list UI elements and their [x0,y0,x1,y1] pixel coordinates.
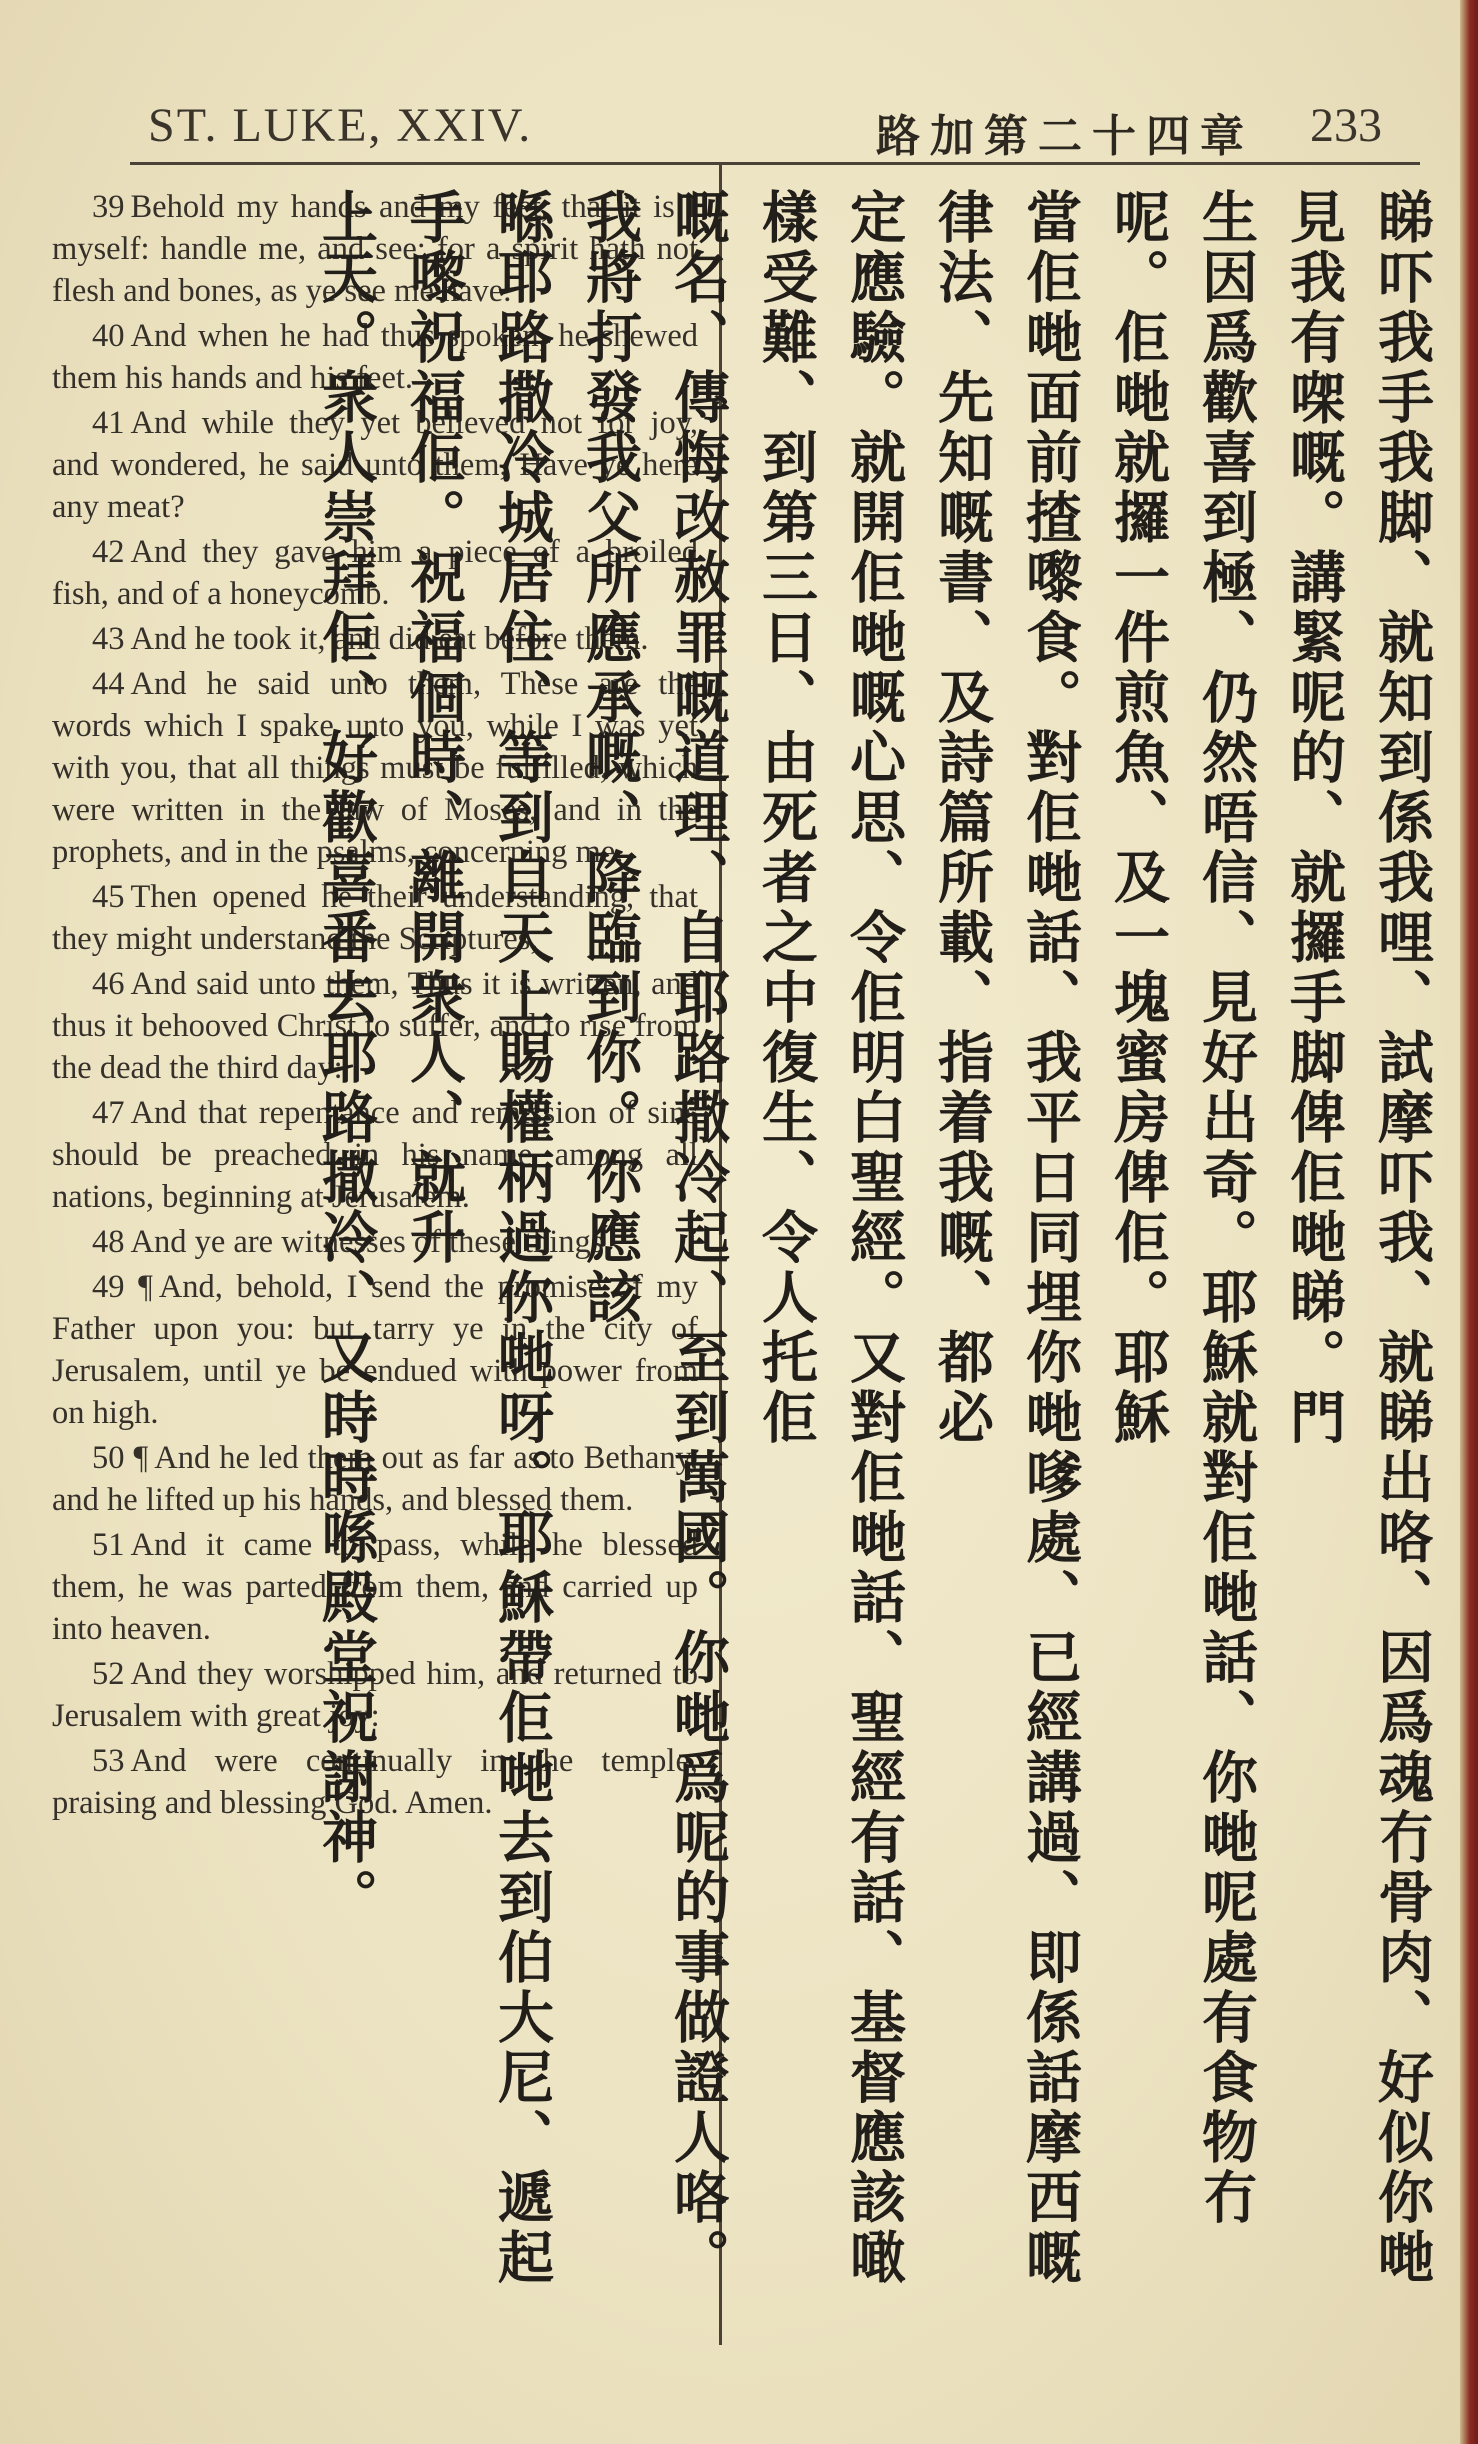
chinese-line-3: 當佢哋面前揸嚟食。對佢哋話、我平日同埋你哋嗲處、已經講過、即係話摩西嘅律法、先知嘅書、及詩篇所載、指着我嘅、都必 [929,188,1082,2288]
verse-text: And that repentance and remission of sins should be preached in his name among all nations, beginning at Jerusalem. [52,1095,698,1215]
verse-text: Behold my hands and my feet, that it is I myself: handle me, and see: for a spirit hath not flesh and bones, as ye see me have. [52,189,698,309]
verse-number: 53 [92,1743,125,1779]
verse-text: And, behold, I send the promise of my Father upon you: but tarry ye in the city of Jerusalem, until ye be endued with power from on high. [52,1269,698,1431]
chinese-line-4: 定應驗。就開佢哋嘅心思、令佢明白聖經。又對佢哋話、聖經有話、基督應該噉樣受難、到第三日、由死者之中復生、令人托佢 [753,188,906,2288]
verse-text: And he took it, and did eat before them. [130,621,649,657]
verse-text: And were continually in the temple, praising and blessing God. Amen. [52,1743,698,1821]
book-spine-edge [1460,0,1478,2444]
verse-text: And while they yet believed not for joy, and wondered, he said unto them, Have ye here any meat? [52,405,698,525]
verse-number: 46 [92,966,125,1002]
english-running-title: ST. LUKE, XXIV. [148,99,533,152]
verse-number: 45 [92,879,125,915]
chinese-line-2: 生因爲歡喜到極、仍然唔信、見好出奇。耶穌就對佢哋話、你哋呢處有食物冇呢。佢哋就攞一件煎魚、及一塊蜜房俾佢。耶穌 [1105,188,1258,2228]
verse-number: 50 ¶ [92,1440,149,1476]
page-header [0,70,1460,160]
verse-number: 44 [92,666,125,702]
verse-text: Then opened he their understanding, that they might understand the Scriptures, [52,879,698,957]
verse-number: 42 [92,534,125,570]
verse-text: And it came to pass, while he blessed them, he was parted from them, and carried up into heaven. [52,1527,698,1647]
chinese-line-7: 上天。衆人崇拜佢、好歡喜番去耶路撒冷、又時時喺殿堂祝謝神。 [313,188,378,1928]
verse-number: 51 [92,1527,125,1563]
verse-text: And he said unto them, These are the words which I spake unto you, while I was yet with you, that all things must be fulfilled, which were written in the law of Moses, and in the prophets, and in the psalms, concerning me. [52,666,698,870]
verse-text: And when he had thus spoken, he shewed them his hands and his feet. [52,318,698,396]
chinese-line-6: 喺耶路撒冷城居住、等到自天上賜權柄過你哋呀。耶穌帶佢哋去到伯大尼、遞起手嚟祝福佢。祝福個時、離開衆人、就升 [401,188,554,2288]
verse-number: 40 [92,318,125,354]
verse-number: 52 [92,1656,125,1692]
verse-number: 43 [92,621,125,657]
verse-number: 49 ¶ [92,1269,153,1305]
verse-number: 48 [92,1224,125,1260]
page-number: 233 [1310,99,1382,152]
verse-number: 47 [92,1095,125,1131]
chinese-line-5: 嘅名、傳悔改赦罪嘅道理、自耶路撒冷起、至到萬國。你哋爲呢的事做證人咯。我將打發我父所應承嘅、降臨到你。你應該 [577,188,730,2288]
verse-text: And ye are witnesses of these things. [130,1224,612,1260]
verse-text: And he led them out as far as to Bethany, and he lifted up his hands, and blessed them. [52,1440,698,1518]
chinese-running-title: 路加第二十四章 [876,111,1254,162]
verse-text: And they worshipped him, and returned to Jerusalem with great joy: [52,1656,698,1734]
verse-text: And said unto them, Thus it is written, and thus it behooved Christ to suffer, and to rise from the dead the third day: [52,966,698,1086]
verse-number: 41 [92,405,125,441]
header-rule [130,162,1420,165]
verse-number: 39 [92,189,125,225]
chinese-line-1: 睇吓我手我脚、就知到係我哩、試摩吓我、就睇出咯、因爲魂冇骨肉、好似你哋見我有㗎嘅。講緊呢的、就攞手脚俾佢哋睇。門 [1281,188,1434,2288]
verse-text: And they gave him a piece of a broiled fish, and of a honeycomb. [52,534,698,612]
